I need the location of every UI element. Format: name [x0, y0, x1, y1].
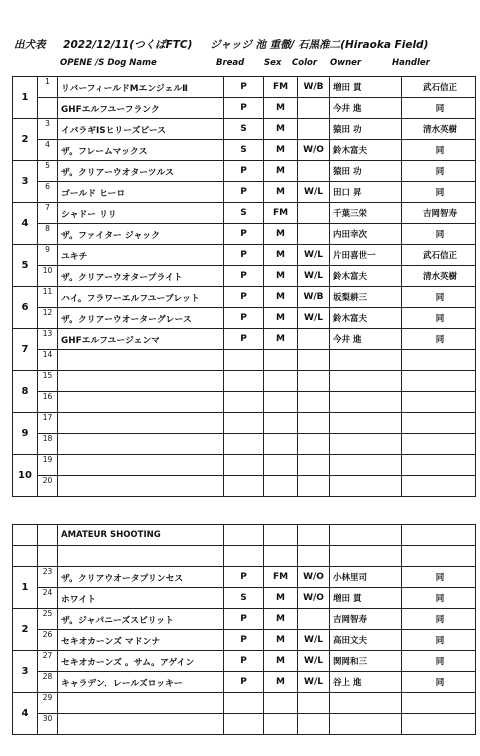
- sex: [264, 350, 298, 371]
- handler: 同: [402, 672, 476, 693]
- entry-number: 6: [38, 182, 58, 203]
- handler: 同: [402, 161, 476, 182]
- sex: M: [264, 588, 298, 609]
- table-row: [13, 714, 476, 735]
- breed: [224, 413, 264, 434]
- sex: M: [264, 329, 298, 350]
- pair-number: 8: [13, 371, 38, 413]
- breed: [224, 455, 264, 476]
- open-class-table: [12, 76, 476, 497]
- entry-number: 4: [38, 140, 58, 161]
- dog-name: イバラギISヒリーズピース: [58, 119, 224, 140]
- dog-name: GHFエルフユーフランク: [58, 98, 224, 119]
- pair-number: 4: [13, 693, 38, 735]
- owner: [330, 434, 402, 455]
- color: W/L: [298, 182, 330, 203]
- breed: [224, 434, 264, 455]
- color: W/O: [298, 567, 330, 588]
- owner: 高田文夫: [330, 630, 402, 651]
- sex: M: [264, 140, 298, 161]
- sex: [264, 455, 298, 476]
- color: [298, 434, 330, 455]
- owner: 猿田 功: [330, 119, 402, 140]
- handler: 同: [402, 98, 476, 119]
- table-row: [13, 567, 476, 588]
- owner: 今井 進: [330, 329, 402, 350]
- table-row: [13, 161, 476, 182]
- entry-number: 15: [38, 371, 58, 392]
- entry-number: 20: [38, 476, 58, 497]
- breed: P: [224, 287, 264, 308]
- table-row: [13, 245, 476, 266]
- pair-number: 10: [13, 455, 38, 497]
- column-header-owner: Owner: [330, 58, 362, 68]
- table-row: [13, 140, 476, 161]
- dog-name: ザ。ファイター ジャック: [58, 224, 224, 245]
- handler: 清水英樹: [402, 119, 476, 140]
- color: W/O: [298, 140, 330, 161]
- title-label: 出犬表: [14, 39, 46, 51]
- color: W/L: [298, 672, 330, 693]
- sex: M: [264, 651, 298, 672]
- color: [298, 371, 330, 392]
- sex: M: [264, 224, 298, 245]
- dog-name: ザ。クリアーウオタープライト: [58, 266, 224, 287]
- breed: [224, 392, 264, 413]
- breed: [224, 476, 264, 497]
- judges: ジャッジ 池 重徹/ 石黒准二(Hiraoka Field): [210, 39, 429, 51]
- table-row: [13, 119, 476, 140]
- entry-number: 1: [38, 77, 58, 98]
- color: [298, 476, 330, 497]
- handler: [402, 434, 476, 455]
- table-row: [13, 77, 476, 98]
- handler: [402, 350, 476, 371]
- entry-number: 26: [38, 630, 58, 651]
- entry-number: 29: [38, 693, 58, 714]
- sex: M: [264, 245, 298, 266]
- dog-name: [58, 371, 224, 392]
- color: W/L: [298, 630, 330, 651]
- breed: P: [224, 329, 264, 350]
- table-row: [13, 476, 476, 497]
- handler: 武石信正: [402, 77, 476, 98]
- dog-name: [58, 476, 224, 497]
- table-row: [13, 98, 476, 119]
- handler: [402, 371, 476, 392]
- dog-name: [58, 434, 224, 455]
- breed: P: [224, 567, 264, 588]
- breed: S: [224, 588, 264, 609]
- entry-number: 11: [38, 287, 58, 308]
- dog-name: [58, 693, 224, 714]
- owner: 片田喜世一: [330, 245, 402, 266]
- color: [298, 350, 330, 371]
- handler: 同: [402, 630, 476, 651]
- pair-number: 1: [13, 77, 38, 119]
- amateur-table: [12, 524, 476, 735]
- dog-name: ゴールド ヒーロ: [58, 182, 224, 203]
- entry-number: 18: [38, 434, 58, 455]
- handler: 清水英樹: [402, 266, 476, 287]
- sex: [264, 392, 298, 413]
- breed: P: [224, 266, 264, 287]
- column-header-breed: Bread: [216, 58, 245, 68]
- entry-number: 13: [38, 329, 58, 350]
- entry-number: 8: [38, 224, 58, 245]
- color: [298, 119, 330, 140]
- pair-number: 7: [13, 329, 38, 371]
- breed: S: [224, 203, 264, 224]
- color: [298, 413, 330, 434]
- owner: 吉岡智寿: [330, 609, 402, 630]
- entry-number: [38, 98, 58, 119]
- table-row: [13, 392, 476, 413]
- sex: M: [264, 287, 298, 308]
- column-header-class: OPENE /S Dog Name: [60, 58, 157, 68]
- owner: [330, 350, 402, 371]
- dog-name: [58, 714, 224, 735]
- column-header-sex: Sex: [264, 58, 282, 68]
- handler: [402, 455, 476, 476]
- color: W/B: [298, 287, 330, 308]
- sex: M: [264, 161, 298, 182]
- table-row: [13, 672, 476, 693]
- dog-name: ザ。クリアウオータプリンセス: [58, 567, 224, 588]
- color: [298, 609, 330, 630]
- owner: 坂梨耕三: [330, 287, 402, 308]
- document-title: [14, 37, 442, 52]
- entry-number: 14: [38, 350, 58, 371]
- column-header-color: Color: [292, 58, 318, 68]
- sex: [264, 693, 298, 714]
- owner: 鈴木富夫: [330, 140, 402, 161]
- owner: [330, 714, 402, 735]
- owner: [330, 455, 402, 476]
- breed: P: [224, 98, 264, 119]
- color: [298, 455, 330, 476]
- breed: P: [224, 161, 264, 182]
- owner: 鈴木富夫: [330, 308, 402, 329]
- pair-number: 6: [13, 287, 38, 329]
- entry-number: 27: [38, 651, 58, 672]
- breed: P: [224, 308, 264, 329]
- table-row: [13, 329, 476, 350]
- entry-number: 28: [38, 672, 58, 693]
- table-row: [13, 224, 476, 245]
- handler: 同: [402, 182, 476, 203]
- breed: P: [224, 672, 264, 693]
- breed: P: [224, 609, 264, 630]
- spacer-row: [13, 546, 476, 567]
- pair-number: 1: [13, 567, 38, 609]
- color: [298, 714, 330, 735]
- pair-number: 4: [13, 203, 38, 245]
- sex: [264, 413, 298, 434]
- breed: S: [224, 119, 264, 140]
- color: [298, 392, 330, 413]
- color: W/L: [298, 266, 330, 287]
- sex: M: [264, 672, 298, 693]
- color: [298, 98, 330, 119]
- table-row: [13, 371, 476, 392]
- color: W/B: [298, 77, 330, 98]
- owner: 千葉三栄: [330, 203, 402, 224]
- pair-number: 2: [13, 119, 38, 161]
- sex: M: [264, 308, 298, 329]
- owner: 増田 貫: [330, 588, 402, 609]
- handler: 同: [402, 567, 476, 588]
- sex: M: [264, 630, 298, 651]
- pair-number: 3: [13, 651, 38, 693]
- table-row: [13, 350, 476, 371]
- dog-name: ザ。フレームマックス: [58, 140, 224, 161]
- amateur-section-label: AMATEUR SHOOTING: [58, 525, 224, 546]
- entry-number: 30: [38, 714, 58, 735]
- handler: 同: [402, 308, 476, 329]
- dog-name: [58, 350, 224, 371]
- dog-name: [58, 392, 224, 413]
- breed: P: [224, 651, 264, 672]
- color: [298, 693, 330, 714]
- breed: S: [224, 140, 264, 161]
- entry-number: 5: [38, 161, 58, 182]
- entry-number: 12: [38, 308, 58, 329]
- breed: [224, 350, 264, 371]
- event-date: 2022/12/11(つくばFTC): [63, 39, 193, 51]
- color: [298, 203, 330, 224]
- owner: [330, 413, 402, 434]
- table-row: [13, 588, 476, 609]
- breed: P: [224, 245, 264, 266]
- breed: [224, 714, 264, 735]
- handler: 同: [402, 224, 476, 245]
- dog-name: セキオカーンズ マドンナ: [58, 630, 224, 651]
- entry-number: 7: [38, 203, 58, 224]
- entry-number: 17: [38, 413, 58, 434]
- owner: [330, 371, 402, 392]
- handler: 同: [402, 140, 476, 161]
- dog-name: GHFエルフユージェンマ: [58, 329, 224, 350]
- sex: FM: [264, 567, 298, 588]
- pair-number: 5: [13, 245, 38, 287]
- dog-name: シャドー リリ: [58, 203, 224, 224]
- table-row: [13, 203, 476, 224]
- sex: [264, 476, 298, 497]
- color: [298, 329, 330, 350]
- color: W/O: [298, 588, 330, 609]
- owner: [330, 392, 402, 413]
- dog-name: ホワイト: [58, 588, 224, 609]
- owner: 小林里司: [330, 567, 402, 588]
- breed: [224, 693, 264, 714]
- handler: 同: [402, 588, 476, 609]
- table-row: [13, 455, 476, 476]
- dog-name: セキオカーンズ 。サム。アゲイン: [58, 651, 224, 672]
- handler: [402, 413, 476, 434]
- owner: 谷上 進: [330, 672, 402, 693]
- table-row: [13, 609, 476, 630]
- color: W/L: [298, 308, 330, 329]
- color: [298, 224, 330, 245]
- pair-number: 2: [13, 609, 38, 651]
- owner: 田口 昇: [330, 182, 402, 203]
- handler: 同: [402, 287, 476, 308]
- sex: [264, 434, 298, 455]
- sex: M: [264, 119, 298, 140]
- entry-number: 23: [38, 567, 58, 588]
- pair-number: 3: [13, 161, 38, 203]
- table-row: [13, 266, 476, 287]
- owner: 鈴木富夫: [330, 266, 402, 287]
- owner: [330, 476, 402, 497]
- handler: [402, 392, 476, 413]
- column-header-handler: Handler: [392, 58, 430, 68]
- owner: 猿田 功: [330, 161, 402, 182]
- sex: M: [264, 182, 298, 203]
- handler: 吉岡智寿: [402, 203, 476, 224]
- handler: [402, 476, 476, 497]
- owner: 今井 進: [330, 98, 402, 119]
- breed: P: [224, 224, 264, 245]
- table-row: [13, 434, 476, 455]
- entry-number: 9: [38, 245, 58, 266]
- dog-name: [58, 455, 224, 476]
- owner: 内田幸次: [330, 224, 402, 245]
- entry-number: 19: [38, 455, 58, 476]
- table-row: [13, 651, 476, 672]
- dog-name: [58, 413, 224, 434]
- dog-name: リバーフィールドMエンジェルⅡ: [58, 77, 224, 98]
- breed: [224, 371, 264, 392]
- entry-number: 10: [38, 266, 58, 287]
- sex: [264, 371, 298, 392]
- amateur-section-row: [13, 525, 476, 546]
- breed: P: [224, 182, 264, 203]
- sex: M: [264, 266, 298, 287]
- table-row: [13, 182, 476, 203]
- color: W/L: [298, 651, 330, 672]
- sex: M: [264, 98, 298, 119]
- table-row: [13, 693, 476, 714]
- entry-number: 3: [38, 119, 58, 140]
- dog-name: ユキチ: [58, 245, 224, 266]
- table-row: [13, 308, 476, 329]
- sex: M: [264, 609, 298, 630]
- dog-name: ハイ。フラワーエルフユーブレット: [58, 287, 224, 308]
- table-row: [13, 413, 476, 434]
- sex: FM: [264, 77, 298, 98]
- color: W/L: [298, 245, 330, 266]
- table-row: [13, 287, 476, 308]
- handler: [402, 693, 476, 714]
- sex: [264, 714, 298, 735]
- breed: P: [224, 77, 264, 98]
- entry-number: 16: [38, 392, 58, 413]
- dog-name: ザ。クリアーウオターツルス: [58, 161, 224, 182]
- owner: [330, 693, 402, 714]
- dog-name: ザ。クリアーウオーターグレース: [58, 308, 224, 329]
- table-row: [13, 630, 476, 651]
- dog-name: ザ。ジャパニーズスピリット: [58, 609, 224, 630]
- entry-number: 25: [38, 609, 58, 630]
- pair-number: 9: [13, 413, 38, 455]
- handler: 同: [402, 609, 476, 630]
- entry-number: 24: [38, 588, 58, 609]
- handler: [402, 714, 476, 735]
- handler: 同: [402, 329, 476, 350]
- owner: 関岡和三: [330, 651, 402, 672]
- dog-name: キャラデン．レールズロッキー: [58, 672, 224, 693]
- owner: 増田 貫: [330, 77, 402, 98]
- breed: P: [224, 630, 264, 651]
- handler: 武石信正: [402, 245, 476, 266]
- color: [298, 161, 330, 182]
- sex: FM: [264, 203, 298, 224]
- handler: 同: [402, 651, 476, 672]
